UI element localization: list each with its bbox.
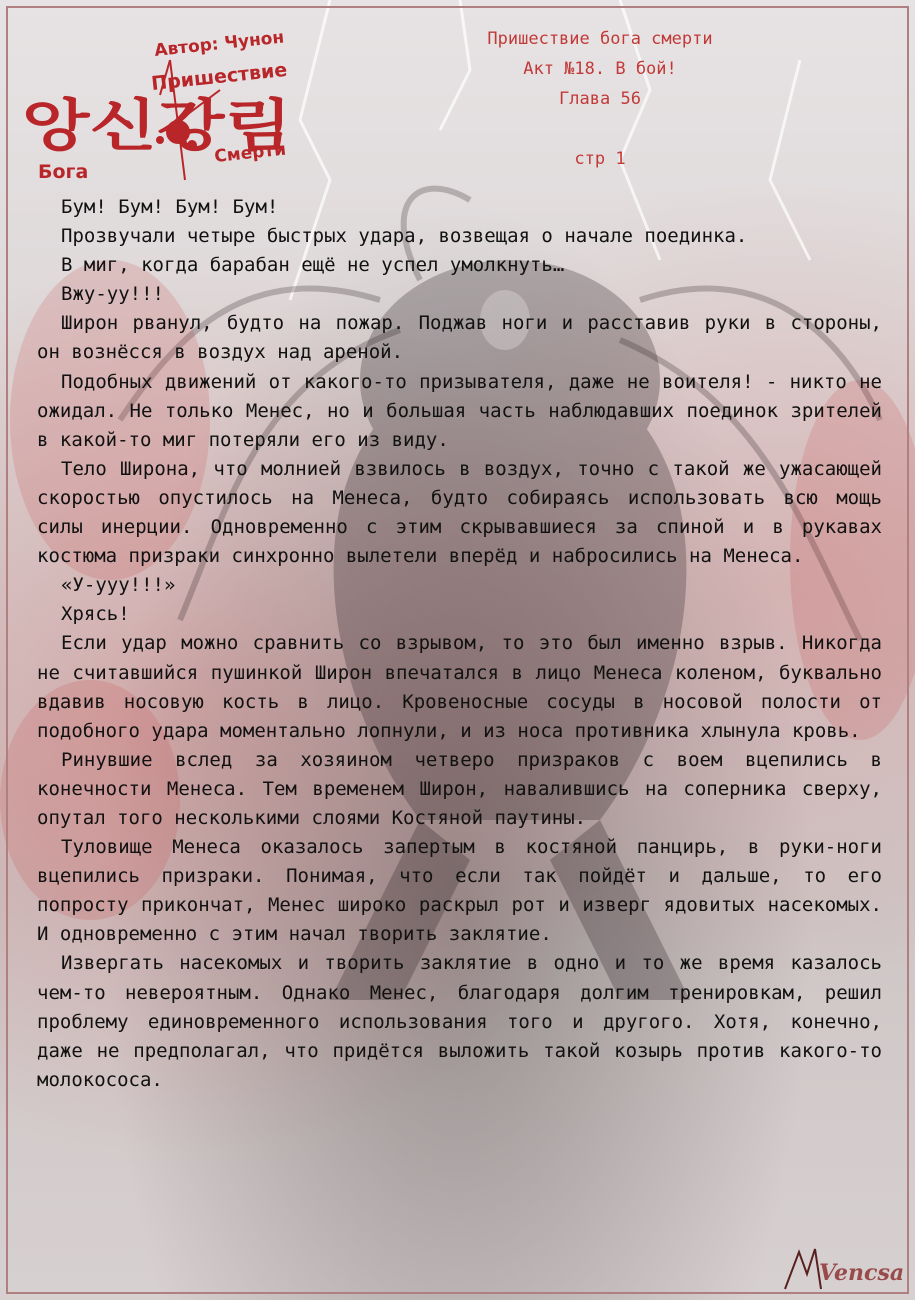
logo-author: Автор: Чунон	[153, 27, 286, 61]
chapter-text	[37, 193, 882, 1095]
paragraph: В миг, когда барабан ещё не успел умолкнуть…	[61, 254, 565, 277]
paragraph: Прозвучали четыре быстрых удара, возвещая о начале поединка.	[61, 225, 748, 248]
logo-korean-title: 앙신강림	[22, 94, 292, 159]
chapter-header	[420, 24, 780, 174]
watermark-text: Vencsa	[819, 1260, 905, 1286]
logo-title-bottom-left: Бога	[38, 161, 89, 183]
paragraph: Бум! Бум! Бум! Бум!	[61, 196, 279, 218]
paragraph: Тело Широна, что молнией взвилось в воздух, точно с такой же ужасающей скоростью опустилось на Менеса, будто собираясь использовать всю мощь силы инерции. Одновременно с этим скрывавшиеся за спиной и в рукавах костюма призраки синхронно вылетели вперёд и набросились на Менеса.	[37, 457, 882, 568]
logo-title-bottom-right: Смерти	[213, 139, 287, 167]
paragraph: Если удар можно сравнить со взрывом, то это был именно взрыв. Никогда не считавшийся пушинкой Широн впечатался в лицо Менеса коленом, буквально вдавив носовую кость в лицо. Кровеносные сосуды в носовой полости от подобного удара моментально лопнули, и из носа противника хлынула кровь.	[37, 632, 882, 742]
logo-title-top: Пришествие	[150, 58, 289, 95]
novel-logo	[20, 20, 320, 190]
paragraph: Вжу-уу!!!	[61, 283, 164, 306]
paragraph: Широн рванул, будто на пожар. Поджав ноги и расставив руки в стороны, он вознёсся в воздух над ареной.	[37, 312, 882, 364]
watermark-logo	[777, 1244, 907, 1294]
series-title: Пришествие бога смерти	[487, 29, 713, 49]
page-number: стр 1	[574, 149, 626, 169]
paragraph: Ринувшие вслед за хозяином четверо призраков с воем вцепились в конечности Менеса. Тем временем Широн, навалившись на соперника сверху, опутал того несколькими слоями Костяной паутины.	[37, 748, 882, 829]
act-title: Акт №18. В бой!	[523, 59, 677, 79]
paragraph: Туловище Менеса оказалось запертым в костяной панцирь, в руки-ноги вцепились призраки. Понимая, что если так пойдёт и дальше, то его попросту прикончат, Менес широко раскрыл рот и изверг ядовитых насекомых. И одновременно с этим начал творить заклятие.	[37, 836, 882, 946]
paragraph: Подобных движений от какого-то призывателя, даже не воителя! - никто не ожидал. Не только Менес, но и большая часть наблюдавших поединок зрителей в какой-то миг потеряли его из виду.	[37, 370, 882, 451]
paragraph: «У-ууу!!!»	[61, 574, 176, 597]
paragraph: Хрясь!	[61, 603, 130, 626]
paragraph: Извергать насекомых и творить заклятие в одно и то же время казалось чем-то невероятным. Однако Менес, благодаря долгим тренировкам, решил проблему единовременного использования того и другого. Хотя, конечно, даже не предполагал, что придётся выложить такой козырь против какого-то молокососа.	[37, 952, 882, 1091]
chapter-title: Глава 56	[559, 89, 641, 109]
